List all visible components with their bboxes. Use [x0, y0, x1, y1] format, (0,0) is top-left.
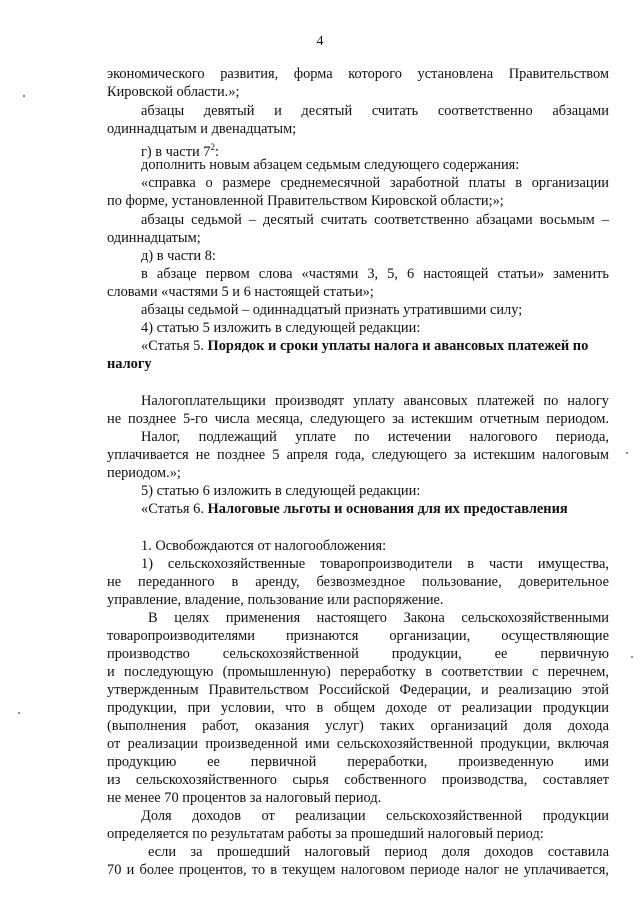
text-line: и последующую (промышленную) переработку в соответствии с перечнем, [107, 664, 609, 680]
text-line: абзацы седьмой – одиннадцатый признать утратившими силу; [141, 302, 523, 318]
text-line-part: г) в части 7 [141, 143, 211, 160]
scan-speck [23, 95, 25, 97]
article-heading: Порядок и сроки уплаты налога и авансовых платежей по [207, 338, 589, 354]
text-line: 1. Освобождаются от налогообложения: [141, 538, 387, 554]
text-line: 4) статью 5 изложить в следующей редакции: [141, 320, 421, 336]
text-line: Кировской области.»; [107, 84, 240, 100]
text-line: одиннадцатым и двенадцатым; [107, 121, 297, 137]
text-line: в абзаце первом слова «частями 3, 5, 6 настоящей статьи» заменить [141, 266, 609, 282]
text-line: Доля доходов от реализации сельскохозяйственной продукции [141, 808, 609, 824]
text-line [141, 499, 609, 519]
text-line: определяется по результатам работы за прошедший налоговый период: [107, 826, 544, 842]
text-line: 1) сельскохозяйственные товаропроизводители в части имущества, [141, 556, 609, 572]
text-line: уплачивается не позднее 5 апреля года, следующего за истекшим налоговым [107, 447, 609, 463]
text-line: В целях применения настоящего Закона сельскохозяйственными [148, 610, 609, 626]
text-line: от реализации произведенной ими сельскохозяйственной продукции, включая [107, 736, 609, 752]
text-line-part: : [214, 143, 219, 160]
text-line: 70 и более процентов, то в текущем налоговом периоде налог не уплачивается, [107, 862, 609, 878]
scan-speck [631, 656, 633, 658]
text-line: не позднее 5-го числа месяца, следующего за истекшим отчетным периодом. [107, 411, 609, 427]
superscript: 2 [210, 142, 215, 152]
text-line: Налогоплательщики производят уплату авансовых платежей по налогу [141, 393, 609, 409]
text-line: экономического развития, форма которого установлена Правительством [107, 66, 609, 82]
text-line: абзацы девятый и десятый считать соответственно абзацами [141, 103, 609, 119]
text-line: по форме, установленной Правительством Кировской области;»; [107, 193, 504, 209]
text-line [141, 336, 609, 356]
text-line: продукции, при условии, что в общем доходе от реализации продукции [107, 700, 609, 716]
article-heading: Налоговые льготы и основания для их предоставления [207, 501, 568, 517]
text-line: если за прошедший налоговый период доля доходов составила [148, 844, 609, 860]
text-line: дополнить новым абзацем седьмым следующего содержания: [141, 157, 520, 173]
text-line: Налог, подлежащий уплате по истечении налогового периода, [141, 429, 609, 445]
text-line: управление, владение, пользование или распоряжение. [107, 592, 444, 608]
text-line: утвержденным Правительством Российской Федерации, и реализацию этой [107, 682, 609, 698]
text-line [141, 137, 609, 160]
text-line: товаропроизводителями признаются организации, осуществляющие [107, 628, 609, 644]
article-prefix: «Статья 5. [141, 338, 208, 354]
text-line: абзацы седьмой – десятый считать соответственно абзацами восьмым – [141, 212, 609, 228]
text-line: не переданного в аренду, безвозмездное пользование, доверительное [107, 574, 609, 590]
text-line: из сельскохозяйственного сырья собственного производства, составляет [107, 772, 609, 788]
text-line: продукцию ее первичной переработки, произведенную ими [107, 754, 609, 770]
scan-speck [18, 712, 20, 714]
text-line: 5) статью 6 изложить в следующей редакции: [141, 483, 421, 499]
scan-speck [626, 452, 628, 454]
text-line: словами «частями 5 и 6 настоящей статьи»; [107, 284, 374, 300]
text-line: налогу [107, 356, 152, 372]
text-line: одиннадцатым; [107, 230, 201, 246]
article-prefix: «Статья 6. [141, 501, 208, 517]
text-line: периодом.»; [107, 465, 181, 481]
page-number: 4 [316, 34, 324, 49]
text-line: не менее 70 процентов за налоговый период. [107, 790, 382, 806]
text-line: «справка о размере среднемесячной заработной платы в организации [141, 175, 609, 191]
text-line: д) в части 8: [141, 248, 216, 264]
text-line: (выполнения работ, оказания услуг) таких организаций доля дохода [107, 718, 609, 734]
text-line: производство сельскохозяйственной продукции, ее первичную [107, 646, 609, 662]
